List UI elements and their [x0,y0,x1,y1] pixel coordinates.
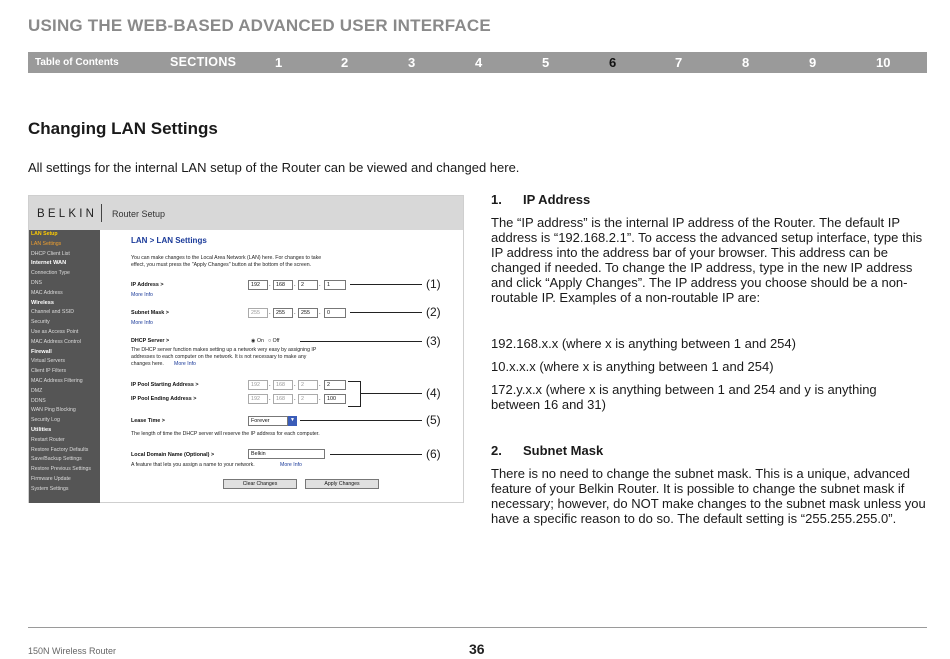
router-sidebar-item[interactable]: Firmware Update [31,475,71,482]
subnet-octet-4-input[interactable]: 0 [324,308,346,318]
pool-start-label: IP Pool Starting Address > [131,382,199,388]
lease-time-select[interactable]: Forever [248,416,288,426]
router-sidebar-item: Internet WAN [31,260,67,267]
router-sidebar-item: Utilities [31,426,52,433]
subnet-octet-3-input[interactable]: 255 [298,308,318,318]
pool-end-octet-3: 2 [298,394,318,404]
section-link-6[interactable]: 6 [609,55,617,70]
subnet-mask-label: Subnet Mask > [131,310,169,316]
router-header-bar [29,196,463,230]
router-sidebar-item[interactable]: WAN Ping Blocking [31,407,76,414]
pool-start-octet-2: 168 [273,380,293,390]
section-link-5[interactable]: 5 [542,55,550,70]
document-header: USING THE WEB-BASED ADVANCED USER INTERFACE [28,16,491,35]
router-sidebar-item[interactable]: DHCP Client List [31,250,70,257]
item1-body: The “IP address” is the internal IP address of the Router. The default IP address is “192.168.2.1”. To access the advanced setup interface, type this IP address into the address bar of your browser. This address can be changed if needed. To change the IP address, type in the new IP address and click “Apply Changes”. The IP address you choose should be a non-routable IP. Examples of a non-routable IP are: [491,215,923,305]
router-sidebar-item[interactable]: System Settings [31,485,69,492]
router-sidebar-item[interactable]: Save/Backup Settings [31,456,82,463]
pool-end-octet-1: 192 [248,394,268,404]
belkin-logo: BELKIN [37,208,98,220]
callout-line-3 [300,341,422,342]
subnet-more-info-link[interactable]: More Info [131,320,153,326]
subnet-octet-1-field: 255 [248,308,268,318]
example-2: 10.x.x.x (where x is anything between 1 and 254) [491,359,774,374]
router-sidebar-item[interactable]: Restore Factory Defaults [31,446,89,453]
lease-time-label: Lease Time > [131,418,165,424]
callout-bracket-4 [348,381,361,407]
section-link-8[interactable]: 8 [742,55,750,70]
router-desc-line1: You can make changes to the Local Area Network (LAN) here. For changes to take [131,255,322,261]
domain-desc: A feature that lets you assign a name to your network. [131,462,255,468]
ip-octet-1-input[interactable]: 192 [248,280,268,290]
pool-end-label: IP Pool Ending Address > [131,396,197,402]
pool-start-octet-1: 192 [248,380,268,390]
page-number: 36 [469,641,485,657]
section-link-3[interactable]: 3 [408,55,416,70]
pool-start-octet-3: 2 [298,380,318,390]
router-page-title: LAN > LAN Settings [131,236,207,245]
pool-end-octet-4-input[interactable]: 100 [324,394,346,404]
domain-name-input[interactable]: Belkin [248,449,325,459]
domain-name-label: Local Domain Name (Optional) > [131,452,215,458]
router-sidebar-item[interactable]: MAC Address [31,289,63,296]
dhcp-desc-line3: changes here. [131,361,164,367]
router-sidebar [29,230,100,503]
router-sidebar-item[interactable]: DDNS [31,397,46,404]
dhcp-server-label: DHCP Server > [131,338,170,344]
router-sidebar-item[interactable]: Use as Access Point [31,328,79,335]
ip-octet-3-input[interactable]: 2 [298,280,318,290]
dhcp-desc-line2: addresses to each computer on the network. It is not necessary to make any [131,354,307,360]
router-sidebar-item[interactable]: Virtual Servers [31,358,65,365]
table-of-contents-link[interactable]: Table of Contents [35,57,119,68]
chevron-down-icon[interactable]: ▼ [288,416,297,426]
footer-divider [28,627,927,628]
router-sidebar-item[interactable]: Restart Router [31,436,65,443]
item2-heading: 2. Subnet Mask [491,443,604,458]
lease-desc: The length of time the DHCP server will reserve the IP address for each computer. [131,431,320,437]
router-sidebar-item[interactable]: MAC Address Filtering [31,377,83,384]
ip-octet-4-input[interactable]: 1 [324,280,346,290]
callout-5: (5) [426,413,441,427]
callout-line-4 [361,393,422,394]
router-sidebar-item: LAN Setup [31,231,58,237]
router-sidebar-item[interactable]: Channel and SSID [31,309,74,316]
router-sidebar-item[interactable]: DNS [31,279,42,286]
callout-1: (1) [426,277,441,291]
router-setup-title: Router Setup [112,209,166,219]
callout-6: (6) [426,447,441,461]
item1-heading: 1. IP Address [491,192,591,207]
router-sidebar-item[interactable]: Restore Previous Settings [31,466,91,473]
section-navbar [28,52,927,73]
ip-octet-2-input[interactable]: 168 [273,280,293,290]
example-1: 192.168.x.x (where x is anything between 1 and 254) [491,336,796,351]
router-sidebar-item[interactable]: Client IP Filters [31,368,67,375]
callout-4: (4) [426,386,441,400]
domain-more-info-link[interactable]: More Info [280,462,302,468]
router-sidebar-item[interactable]: LAN Settings [31,240,62,247]
router-sidebar-item[interactable]: DMZ [31,387,43,394]
router-sidebar-item[interactable]: MAC Address Control [31,338,81,345]
dhcp-off-radio[interactable]: ○ Off [268,338,280,344]
pool-end-octet-2: 168 [273,394,293,404]
item2-body: There is no need to change the subnet mask. This is a unique, advanced feature of your Belkin Router. It is possible to change the subnet mask if necessary; however, do NOT make changes to the subnet mask unless you have a specific reason to do so. The default setting is “255.255.255.0”. [491,466,926,526]
footer-product: 150N Wireless Router [28,646,117,656]
section-title: Changing LAN Settings [28,119,218,138]
router-setup-screenshot: BELKIN Router Setup LAN Setup LAN Settings DHCP Client List Internet WAN Connection Type DNS MAC Address Wireless Channel and SSID Security Use as Access Point MAC Address Control Firewall Virtual Servers Client IP Filters MAC Address Filtering DMZ DDNS WAN Ping Blocking Security Log Utilities Restart Router Restore Factory Defaults Save/Backup Settings Restore Previous Settings Firmware Update System Settings LAN > LAN Settings You can make changes to the Local Area Network (LAN) here. For changes to take effect, you must press the "Apply Changes" button at the bottom of the screen. IP Address > 192 . 168 . 2 . 1 More Info Subnet Mask > 255 . 255 . 255 . 0 More Info DHCP Server > ◉ On ○ Off The DHCP server function makes setting up a network very easy by assigning IP addresses to each computer on the network. It is not necessary to make any changes here. More Info IP Pool Starting Address > 192 . 168 . 2 . 2 IP Pool Ending Address > 192 . 168 . 2 . 100 Lease Time > Forever ▼ The length of time the DHCP server will reserve the IP address for each computer. Local Domain Name (Optional) > Belkin A feature that lets you assign a name to your network. More Info Clear Changes Apply Changes [28,195,464,503]
clear-changes-button[interactable]: Clear Changes [223,479,297,489]
callout-line-5 [300,420,422,421]
router-sidebar-item[interactable]: Security Log [31,417,60,424]
example-3: 172.y.x.x (where x is anything between 1 and 254 and y is anything between 16 and 31) [491,382,877,412]
router-sidebar-item: Wireless [31,299,54,306]
router-sidebar-item[interactable]: Security [31,319,50,326]
section-link-7[interactable]: 7 [675,55,683,70]
dhcp-more-info-link[interactable]: More Info [174,361,196,367]
sections-label: SECTIONS [170,55,237,69]
callout-2: (2) [426,305,441,319]
ip-address-label: IP Address > [131,282,164,288]
apply-changes-button[interactable]: Apply Changes [305,479,379,489]
ip-more-info-link[interactable]: More Info [131,292,153,298]
callout-line-6 [330,454,422,455]
section-link-2[interactable]: 2 [341,55,349,70]
section-link-4[interactable]: 4 [475,55,483,70]
header-divider [101,204,102,222]
callout-3: (3) [426,334,441,348]
callout-line-1 [350,284,422,285]
dhcp-desc-line1: The DHCP server function makes setting up a network very easy by assigning IP [131,347,317,353]
router-sidebar-item: Firewall [31,348,52,355]
dhcp-on-radio[interactable]: ◉ On [251,338,264,344]
intro-text: All settings for the internal LAN setup of the Router can be viewed and changed here. [28,160,520,175]
callout-line-2 [350,312,422,313]
section-link-9[interactable]: 9 [809,55,817,70]
pool-start-octet-4-input[interactable]: 2 [324,380,346,390]
subnet-octet-2-input[interactable]: 255 [273,308,293,318]
router-sidebar-item[interactable]: Connection Type [31,270,70,277]
router-desc-line2: effect, you must press the "Apply Changes" button at the bottom of the screen. [131,262,312,268]
section-link-1[interactable]: 1 [275,55,283,70]
section-link-10[interactable]: 10 [876,55,891,70]
